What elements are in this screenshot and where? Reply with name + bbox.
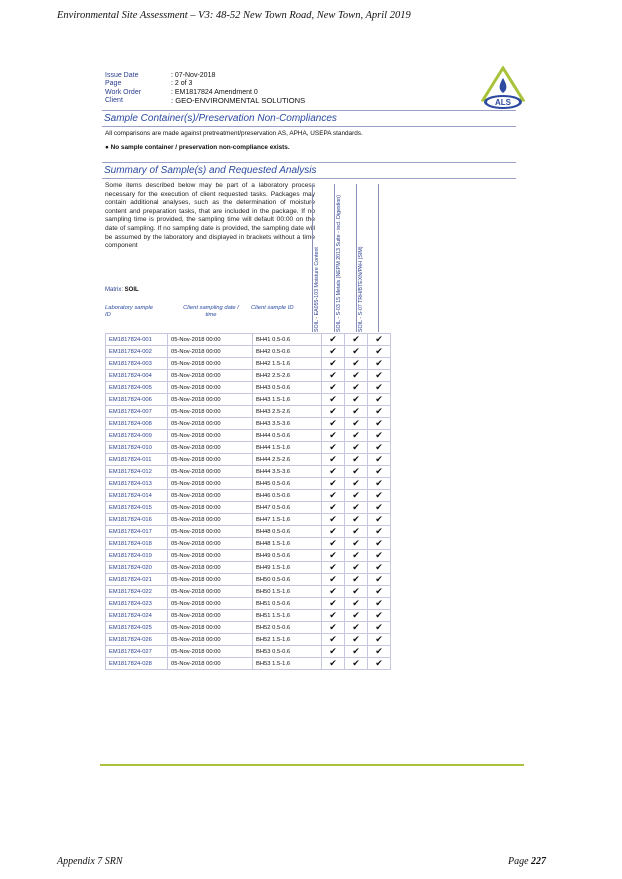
cell-analysis-3-tick: ✔ [368, 622, 391, 634]
cell-sampling-date: 05-Nov-2018 00:00 [168, 346, 253, 358]
cell-analysis-3-tick: ✔ [368, 586, 391, 598]
cell-sampling-date: 05-Nov-2018 00:00 [168, 574, 253, 586]
cell-analysis-3-tick: ✔ [368, 454, 391, 466]
table-row [106, 346, 391, 358]
table-row [106, 454, 391, 466]
cell-analysis-2-tick: ✔ [345, 358, 368, 370]
bullet-text: No sample container / preservation non-compliance exists. [110, 144, 290, 151]
cell-sampling-date: 05-Nov-2018 00:00 [168, 490, 253, 502]
cell-analysis-3-tick: ✔ [368, 370, 391, 382]
cell-sampling-date: 05-Nov-2018 00:00 [168, 622, 253, 634]
cell-analysis-1-tick: ✔ [322, 406, 345, 418]
cell-analysis-1-tick: ✔ [322, 634, 345, 646]
cell-lab-sample-id: EM1817824-015 [106, 502, 168, 514]
cell-sampling-date: 05-Nov-2018 00:00 [168, 586, 253, 598]
comparison-note: All comparisons are made against pretreatment/preservation AS, APHA, USEPA standards. [105, 130, 363, 137]
cell-sampling-date: 05-Nov-2018 00:00 [168, 550, 253, 562]
cell-analysis-2-tick: ✔ [345, 418, 368, 430]
cell-lab-sample-id: EM1817824-016 [106, 514, 168, 526]
table-row [106, 658, 391, 670]
footer-appendix: Appendix 7 SRN [57, 856, 123, 867]
col-header-client-id: Client sample ID [251, 305, 294, 311]
table-row [106, 610, 391, 622]
table-row [106, 586, 391, 598]
cell-client-sample-id: BH52 0.5-0.6 [253, 622, 322, 634]
cell-client-sample-id: BH52 1.5-1.6 [253, 634, 322, 646]
cell-analysis-1-tick: ✔ [322, 334, 345, 346]
cell-lab-sample-id: EM1817824-021 [106, 574, 168, 586]
cell-client-sample-id: BH47 1.5-1.6 [253, 514, 322, 526]
analysis-header-3 [356, 184, 364, 332]
cell-sampling-date: 05-Nov-2018 00:00 [168, 358, 253, 370]
meta-issue-date [105, 72, 305, 80]
table-row [106, 430, 391, 442]
cell-analysis-2-tick: ✔ [345, 466, 368, 478]
cell-sampling-date: 05-Nov-2018 00:00 [168, 454, 253, 466]
cell-lab-sample-id: EM1817824-010 [106, 442, 168, 454]
meta-page [105, 80, 305, 88]
table-row [106, 370, 391, 382]
cell-lab-sample-id: EM1817824-025 [106, 622, 168, 634]
cell-sampling-date: 05-Nov-2018 00:00 [168, 658, 253, 670]
cell-analysis-3-tick: ✔ [368, 562, 391, 574]
cell-analysis-2-tick: ✔ [345, 406, 368, 418]
cell-lab-sample-id: EM1817824-018 [106, 538, 168, 550]
table-row [106, 502, 391, 514]
cell-analysis-3-tick: ✔ [368, 466, 391, 478]
table-row [106, 442, 391, 454]
cell-analysis-1-tick: ✔ [322, 454, 345, 466]
cell-analysis-1-tick: ✔ [322, 514, 345, 526]
meta-value: : 2 of 3 [171, 80, 193, 88]
col-header-date: Client sampling date / time [183, 305, 239, 318]
cell-sampling-date: 05-Nov-2018 00:00 [168, 562, 253, 574]
meta-label: Client [105, 96, 123, 104]
cell-lab-sample-id: EM1817824-020 [106, 562, 168, 574]
table-row [106, 562, 391, 574]
cell-analysis-3-tick: ✔ [368, 394, 391, 406]
cell-client-sample-id: BH42 0.5-0.6 [253, 346, 322, 358]
cell-analysis-2-tick: ✔ [345, 370, 368, 382]
divider [102, 110, 516, 111]
table-row [106, 550, 391, 562]
cell-analysis-1-tick: ✔ [322, 346, 345, 358]
meta-value: : EM1817824 Amendment 0 [171, 88, 258, 96]
cell-analysis-1-tick: ✔ [322, 550, 345, 562]
cell-analysis-3-tick: ✔ [368, 514, 391, 526]
table-row [106, 490, 391, 502]
table-row [106, 634, 391, 646]
cell-client-sample-id: BH47 0.5-0.6 [253, 502, 322, 514]
cell-lab-sample-id: EM1817824-007 [106, 406, 168, 418]
cell-lab-sample-id: EM1817824-006 [106, 394, 168, 406]
cell-analysis-1-tick: ✔ [322, 430, 345, 442]
cell-analysis-1-tick: ✔ [322, 610, 345, 622]
divider [102, 178, 516, 179]
cell-analysis-2-tick: ✔ [345, 598, 368, 610]
cell-analysis-2-tick: ✔ [345, 502, 368, 514]
cell-analysis-3-tick: ✔ [368, 646, 391, 658]
cell-lab-sample-id: EM1817824-027 [106, 646, 168, 658]
cell-client-sample-id: BH43 1.5-1.6 [253, 394, 322, 406]
cell-analysis-2-tick: ✔ [345, 586, 368, 598]
matrix-value: SOIL [124, 287, 139, 293]
cell-analysis-2-tick: ✔ [345, 490, 368, 502]
samples-table [105, 333, 391, 670]
cell-analysis-3-tick: ✔ [368, 502, 391, 514]
samples-table-body [106, 334, 391, 670]
cell-lab-sample-id: EM1817824-002 [106, 346, 168, 358]
cell-sampling-date: 05-Nov-2018 00:00 [168, 502, 253, 514]
table-row [106, 646, 391, 658]
cell-analysis-2-tick: ✔ [345, 442, 368, 454]
cell-analysis-1-tick: ✔ [322, 658, 345, 670]
table-row [106, 478, 391, 490]
cell-client-sample-id: BH50 1.5-1.6 [253, 586, 322, 598]
analysis-header-2 [334, 184, 342, 332]
cell-analysis-1-tick: ✔ [322, 562, 345, 574]
cell-analysis-2-tick: ✔ [345, 634, 368, 646]
cell-sampling-date: 05-Nov-2018 00:00 [168, 382, 253, 394]
cell-sampling-date: 05-Nov-2018 00:00 [168, 418, 253, 430]
cell-analysis-2-tick: ✔ [345, 574, 368, 586]
cell-analysis-3-tick: ✔ [368, 610, 391, 622]
cell-client-sample-id: BH48 1.5-1.6 [253, 538, 322, 550]
cell-analysis-3-tick: ✔ [368, 346, 391, 358]
cell-sampling-date: 05-Nov-2018 00:00 [168, 394, 253, 406]
cell-lab-sample-id: EM1817824-004 [106, 370, 168, 382]
table-row [106, 358, 391, 370]
cell-client-sample-id: BH45 0.5-0.6 [253, 478, 322, 490]
cell-analysis-1-tick: ✔ [322, 622, 345, 634]
cell-analysis-2-tick: ✔ [345, 538, 368, 550]
cell-lab-sample-id: EM1817824-009 [106, 430, 168, 442]
report-meta [105, 72, 305, 105]
cell-analysis-1-tick: ✔ [322, 538, 345, 550]
cell-sampling-date: 05-Nov-2018 00:00 [168, 634, 253, 646]
matrix-label: Matrix: [105, 287, 123, 293]
cell-analysis-3-tick: ✔ [368, 442, 391, 454]
meta-client [105, 97, 305, 105]
summary-intro: Some items described below may be part of a laboratory process necessary for the execution of client requested tasks. Packages may contain additional analyses, such as the determination of moisture content and preparation tasks, that are included in the package. If no sampling time is provided, the sampling time will default 00:00 on the date of sampling. If no sampling date is provided, the sampling date will be assumed by the laboratory and displayed in brackets without a time component [105, 182, 315, 250]
cell-analysis-1-tick: ✔ [322, 382, 345, 394]
cell-analysis-1-tick: ✔ [322, 526, 345, 538]
cell-lab-sample-id: EM1817824-017 [106, 526, 168, 538]
cell-lab-sample-id: EM1817824-011 [106, 454, 168, 466]
cell-analysis-2-tick: ✔ [345, 646, 368, 658]
cell-analysis-3-tick: ✔ [368, 538, 391, 550]
cell-client-sample-id: BH41 0.5-0.6 [253, 334, 322, 346]
table-row [106, 598, 391, 610]
cell-analysis-1-tick: ✔ [322, 574, 345, 586]
table-row [106, 538, 391, 550]
divider [102, 162, 516, 163]
cell-lab-sample-id: EM1817824-022 [106, 586, 168, 598]
meta-value: : 07-Nov-2018 [171, 72, 216, 79]
table-row [106, 334, 391, 346]
cell-sampling-date: 05-Nov-2018 00:00 [168, 598, 253, 610]
cell-analysis-3-tick: ✔ [368, 574, 391, 586]
cell-analysis-3-tick: ✔ [368, 634, 391, 646]
cell-lab-sample-id: EM1817824-003 [106, 358, 168, 370]
cell-sampling-date: 05-Nov-2018 00:00 [168, 334, 253, 346]
cell-client-sample-id: BH43 3.5-3.6 [253, 418, 322, 430]
cell-analysis-1-tick: ✔ [322, 586, 345, 598]
cell-analysis-1-tick: ✔ [322, 394, 345, 406]
section-title-summary: Summary of Sample(s) and Requested Analysis [104, 165, 317, 176]
table-row [106, 418, 391, 430]
cell-client-sample-id: BH46 0.5-0.6 [253, 490, 322, 502]
cell-analysis-1-tick: ✔ [322, 418, 345, 430]
running-head: Environmental Site Assessment – V3: 48-52 New Town Road, New Town, April 2019 [57, 10, 411, 21]
cell-sampling-date: 05-Nov-2018 00:00 [168, 526, 253, 538]
cell-client-sample-id: BH53 1.5-1.6 [253, 658, 322, 670]
cell-sampling-date: 05-Nov-2018 00:00 [168, 370, 253, 382]
cell-analysis-2-tick: ✔ [345, 346, 368, 358]
meta-label: Page [105, 80, 122, 88]
logo-text: ALS [495, 98, 511, 107]
cell-analysis-2-tick: ✔ [345, 550, 368, 562]
cell-lab-sample-id: EM1817824-012 [106, 466, 168, 478]
als-logo-icon [481, 66, 525, 112]
cell-sampling-date: 05-Nov-2018 00:00 [168, 406, 253, 418]
cell-analysis-1-tick: ✔ [322, 598, 345, 610]
cell-client-sample-id: BH43 0.5-0.6 [253, 382, 322, 394]
cell-sampling-date: 05-Nov-2018 00:00 [168, 442, 253, 454]
cell-lab-sample-id: EM1817824-028 [106, 658, 168, 670]
footer-page-label: Page [508, 856, 529, 867]
cell-lab-sample-id: EM1817824-014 [106, 490, 168, 502]
lab-report-page [96, 58, 526, 778]
meta-label: Work Order [105, 88, 142, 96]
cell-lab-sample-id: EM1817824-005 [106, 382, 168, 394]
cell-analysis-2-tick: ✔ [345, 454, 368, 466]
cell-analysis-2-tick: ✔ [345, 334, 368, 346]
cell-client-sample-id: BH44 3.5-3.6 [253, 466, 322, 478]
footer-page [508, 856, 546, 867]
cell-analysis-1-tick: ✔ [322, 646, 345, 658]
section-title-non-compliances: Sample Container(s)/Preservation Non-Compliances [104, 113, 337, 124]
cell-client-sample-id: BH44 0.5-0.6 [253, 430, 322, 442]
bottom-divider [100, 764, 524, 766]
analysis-header-1 [312, 184, 320, 332]
cell-client-sample-id: BH51 1.5-1.6 [253, 610, 322, 622]
cell-analysis-3-tick: ✔ [368, 334, 391, 346]
cell-analysis-2-tick: ✔ [345, 622, 368, 634]
cell-sampling-date: 05-Nov-2018 00:00 [168, 478, 253, 490]
cell-analysis-1-tick: ✔ [322, 466, 345, 478]
table-row [106, 382, 391, 394]
cell-analysis-3-tick: ✔ [368, 526, 391, 538]
cell-client-sample-id: BH53 0.5-0.6 [253, 646, 322, 658]
cell-analysis-3-tick: ✔ [368, 490, 391, 502]
cell-analysis-1-tick: ✔ [322, 358, 345, 370]
cell-analysis-2-tick: ✔ [345, 526, 368, 538]
cell-analysis-2-tick: ✔ [345, 562, 368, 574]
cell-sampling-date: 05-Nov-2018 00:00 [168, 610, 253, 622]
cell-client-sample-id: BH44 1.5-1.6 [253, 442, 322, 454]
cell-analysis-1-tick: ✔ [322, 490, 345, 502]
cell-client-sample-id: BH51 0.5-0.6 [253, 598, 322, 610]
table-row [106, 406, 391, 418]
cell-lab-sample-id: EM1817824-013 [106, 478, 168, 490]
cell-lab-sample-id: EM1817824-023 [106, 598, 168, 610]
cell-client-sample-id: BH49 1.5-1.6 [253, 562, 322, 574]
cell-sampling-date: 05-Nov-2018 00:00 [168, 514, 253, 526]
meta-label: Issue Date [105, 72, 139, 79]
cell-analysis-2-tick: ✔ [345, 430, 368, 442]
cell-analysis-3-tick: ✔ [368, 478, 391, 490]
cell-sampling-date: 05-Nov-2018 00:00 [168, 430, 253, 442]
cell-analysis-2-tick: ✔ [345, 394, 368, 406]
cell-analysis-2-tick: ✔ [345, 658, 368, 670]
cell-analysis-3-tick: ✔ [368, 550, 391, 562]
cell-analysis-3-tick: ✔ [368, 430, 391, 442]
cell-client-sample-id: BH44 2.5-2.6 [253, 454, 322, 466]
footer-page-number: 227 [531, 856, 547, 867]
cell-analysis-3-tick: ✔ [368, 406, 391, 418]
table-row [106, 622, 391, 634]
analysis-header-text: SOIL - S-07 TRH/BTEXN/PAH (SIM) [358, 246, 364, 332]
cell-client-sample-id: BH42 2.5-2.6 [253, 370, 322, 382]
table-row [106, 466, 391, 478]
cell-lab-sample-id: EM1817824-026 [106, 634, 168, 646]
cell-analysis-2-tick: ✔ [345, 382, 368, 394]
cell-lab-sample-id: EM1817824-008 [106, 418, 168, 430]
cell-analysis-3-tick: ✔ [368, 418, 391, 430]
cell-sampling-date: 05-Nov-2018 00:00 [168, 466, 253, 478]
cell-lab-sample-id: EM1817824-019 [106, 550, 168, 562]
cell-analysis-3-tick: ✔ [368, 382, 391, 394]
cell-client-sample-id: BH50 0.5-0.6 [253, 574, 322, 586]
cell-sampling-date: 05-Nov-2018 00:00 [168, 538, 253, 550]
table-row [106, 394, 391, 406]
cell-analysis-3-tick: ✔ [368, 598, 391, 610]
table-row [106, 514, 391, 526]
cell-analysis-2-tick: ✔ [345, 610, 368, 622]
cell-client-sample-id: BH49 0.5-0.6 [253, 550, 322, 562]
analysis-header-text: SOIL - S-03 15 Metals (NEPM 2013 Suite - incl. Digestion) [336, 195, 342, 332]
cell-analysis-2-tick: ✔ [345, 478, 368, 490]
cell-analysis-3-tick: ✔ [368, 658, 391, 670]
table-row [106, 526, 391, 538]
cell-analysis-2-tick: ✔ [345, 514, 368, 526]
analysis-header-border [378, 184, 379, 332]
cell-lab-sample-id: EM1817824-001 [106, 334, 168, 346]
cell-analysis-1-tick: ✔ [322, 370, 345, 382]
matrix-line [105, 287, 139, 293]
cell-analysis-1-tick: ✔ [322, 442, 345, 454]
col-header-lab-id: Laboratory sample ID [105, 305, 154, 318]
cell-client-sample-id: BH48 0.5-0.6 [253, 526, 322, 538]
cell-analysis-3-tick: ✔ [368, 358, 391, 370]
cell-analysis-1-tick: ✔ [322, 502, 345, 514]
cell-lab-sample-id: EM1817824-024 [106, 610, 168, 622]
cell-client-sample-id: BH42 1.5-1.6 [253, 358, 322, 370]
analysis-header-text: SOIL - EA055-103 Moisture Content [314, 247, 320, 332]
cell-client-sample-id: BH43 2.5-2.6 [253, 406, 322, 418]
table-row [106, 574, 391, 586]
cell-sampling-date: 05-Nov-2018 00:00 [168, 646, 253, 658]
divider [102, 126, 516, 127]
meta-value: : GEO-ENVIRONMENTAL SOLUTIONS [171, 95, 306, 105]
cell-analysis-1-tick: ✔ [322, 478, 345, 490]
non-compliance-bullet: ● No sample container / preservation non-compliance exists. [105, 144, 290, 151]
